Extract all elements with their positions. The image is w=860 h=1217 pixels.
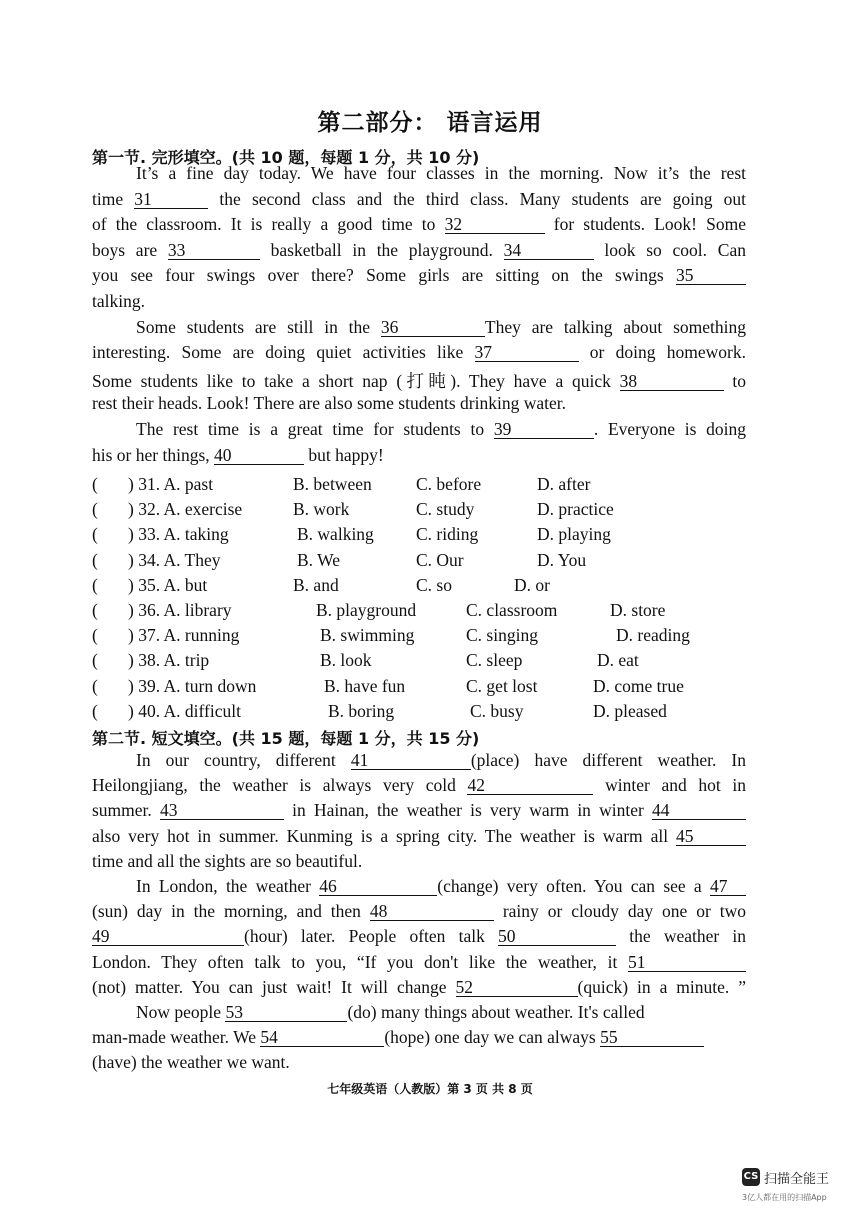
section2-line: In our country, different 41 (place) have different weather. In	[136, 750, 746, 770]
section1-line: The rest time is a great time for students to 39 . Everyone is doing	[136, 419, 746, 439]
option-c: C. riding	[416, 524, 479, 545]
section1-line: of the classroom. It is really a good time to 32 for students. Look! Some	[92, 214, 746, 235]
option-c: C. sleep	[466, 650, 523, 671]
watermark-tagline: 3亿人都在用的扫描App	[742, 1193, 827, 1202]
answer-blank-51[interactable]: 51	[628, 954, 746, 972]
option-b: B. playground	[316, 600, 417, 620]
camscanner-logo-icon: CS	[742, 1168, 760, 1186]
answer-blank-32[interactable]: 32	[445, 216, 545, 234]
option-d: D. You	[537, 549, 587, 570]
option-c: C. classroom	[466, 600, 558, 620]
option-d: D. eat	[597, 650, 639, 671]
question-option-a: ) 39. A. turn down	[128, 675, 257, 696]
section2-line: time and all the sights are so beautiful.	[92, 850, 363, 871]
question-option-a: ) 31. A. past	[128, 474, 214, 494]
section1-line: It’s a fine day today. We have four classes in the morning. Now it’s the rest	[136, 163, 746, 183]
answer-blank-42[interactable]: 42	[467, 777, 593, 795]
answer-blank-48[interactable]: 48	[370, 903, 494, 921]
option-c: C. study	[416, 499, 475, 520]
answer-paren[interactable]: (	[92, 675, 98, 696]
section1-line: rest their heads. Look! There are also some students drinking water.	[92, 393, 566, 414]
answer-blank-38[interactable]: 38	[620, 373, 724, 391]
answer-blank-54[interactable]: 54	[260, 1029, 384, 1047]
answer-paren[interactable]: (	[92, 474, 98, 494]
answer-blank-35[interactable]: 35	[676, 267, 746, 285]
section1-line: boys are 33 basketball in the playground. 34 look so cool. Can	[92, 239, 746, 260]
answer-paren[interactable]: (	[92, 650, 98, 671]
option-d: D. practice	[537, 499, 614, 520]
question-option-a: ) 33. A. taking	[128, 524, 229, 545]
answer-paren[interactable]: (	[92, 574, 98, 595]
option-c: C. before	[416, 474, 482, 494]
question-option-a: ) 38. A. trip	[128, 650, 210, 671]
section1-line: you see four swings over there? Some girls are sitting on the swings 35	[92, 265, 746, 286]
answer-blank-52[interactable]: 52	[456, 979, 578, 997]
section2-line: man-made weather. We 54 (hope) one day we can always 55	[92, 1027, 746, 1048]
answer-blank-31[interactable]: 31	[134, 191, 208, 209]
answer-blank-36[interactable]: 36	[381, 319, 485, 337]
section1-line: Some students are still in the 36 They are talking about something	[136, 316, 746, 337]
answer-paren[interactable]: (	[92, 700, 98, 721]
question-option-a: ) 34. A. They	[128, 549, 221, 570]
answer-paren[interactable]: (	[92, 499, 98, 520]
section2-line: (sun) day in the morning, and then 48 rainy or cloudy day one or two	[92, 901, 746, 922]
question-option-a: ) 36. A. library	[128, 600, 232, 620]
question-option-a: ) 32. A. exercise	[128, 499, 243, 520]
answer-blank-34[interactable]: 34	[504, 242, 594, 260]
answer-blank-50[interactable]: 50	[498, 928, 616, 946]
page-title: 第二部分： 语言运用	[317, 110, 543, 136]
section2-line: In London, the weather 46 (change) very often. You can see a 47	[92, 876, 746, 897]
question-option-a: ) 40. A. difficult	[128, 700, 241, 721]
page-footer: 七年级英语（人教版）第 3 页 共 8 页	[327, 1082, 533, 1096]
question-option-a: ) 35. A. but	[128, 574, 208, 595]
answer-paren[interactable]: (	[92, 549, 98, 570]
section1-line: interesting. Some are doing quiet activities like 37 or doing homework.	[92, 342, 746, 363]
option-d: D. playing	[537, 524, 611, 545]
option-d: D. after	[537, 474, 591, 494]
option-b: B. walking	[297, 524, 374, 545]
answer-blank-40[interactable]: 40	[214, 447, 304, 465]
answer-blank-39[interactable]: 39	[494, 421, 594, 439]
section2-line: London. They often talk to you, “If you don't like the weather, it 51	[92, 952, 746, 973]
answer-paren[interactable]: (	[92, 625, 98, 646]
section1-line: time 31 the second class and the third class. Many students are going out	[92, 188, 746, 209]
answer-blank-47[interactable]: 47	[710, 878, 746, 896]
section2-heading: 第二节. 短文填空。(共 15 题，每题 1 分，共 15 分)	[92, 729, 480, 748]
answer-blank-49[interactable]: 49	[92, 928, 244, 946]
section1-heading: 第一节. 完形填空。(共 10 题，每题 1 分，共 10 分)	[92, 148, 480, 167]
answer-blank-37[interactable]: 37	[475, 344, 579, 362]
option-b: B. swimming	[320, 625, 415, 646]
option-d: D. reading	[616, 625, 690, 646]
option-c: C. busy	[470, 700, 524, 721]
option-b: B. have fun	[324, 675, 406, 696]
option-b: B. We	[297, 549, 340, 570]
section1-line: Some students like to take a short nap (打盹). They have a quick 38 to	[92, 370, 746, 391]
section2-line: summer. 43 in Hainan, the weather is very warm in winter 44	[92, 800, 746, 821]
answer-blank-53[interactable]: 53	[225, 1004, 347, 1022]
section2-line: (not) matter. You can just wait! It will change 52 (quick) in a minute. ”	[92, 976, 746, 997]
option-c: C. so	[416, 574, 452, 595]
answer-blank-33[interactable]: 33	[168, 242, 260, 260]
section1-line: his or her things, 40 but happy!	[92, 444, 384, 465]
answer-blank-46[interactable]: 46	[319, 878, 437, 896]
answer-blank-41[interactable]: 41	[351, 752, 471, 770]
option-c: C. Our	[416, 549, 464, 570]
section2-line: Heilongjiang, the weather is always very cold 42 winter and hot in	[92, 775, 746, 796]
option-c: C. singing	[466, 625, 538, 646]
option-b: B. boring	[328, 700, 395, 721]
answer-blank-55[interactable]: 55	[600, 1029, 704, 1047]
section2-line: (have) the weather we want.	[92, 1052, 290, 1073]
option-d: D. pleased	[593, 700, 667, 721]
option-c: C. get lost	[466, 675, 538, 696]
answer-blank-43[interactable]: 43	[160, 802, 284, 820]
option-d: D. come true	[593, 675, 684, 696]
option-b: B. work	[293, 499, 350, 520]
section2-line: also very hot in summer. Kunming is a spring city. The weather is warm all 45	[92, 826, 746, 847]
watermark-name: 扫描全能王	[764, 1172, 830, 1187]
answer-paren[interactable]: (	[92, 524, 98, 545]
option-d: D. store	[610, 600, 666, 620]
answer-paren[interactable]: (	[92, 600, 98, 620]
question-option-a: ) 37. A. running	[128, 625, 240, 646]
section1-line: talking.	[92, 291, 145, 311]
option-b: B. between	[293, 474, 372, 494]
option-d: D. or	[514, 574, 550, 595]
option-b: B. and	[293, 574, 339, 595]
option-b: B. look	[320, 650, 372, 671]
section2-line: 49 (hour) later. People often talk 50 the weather in	[92, 926, 747, 947]
section2-line: Now people 53 (do) many things about weather. It's called	[136, 1002, 645, 1022]
answer-blank-45[interactable]: 45	[676, 828, 746, 846]
answer-blank-44[interactable]: 44	[652, 802, 746, 820]
